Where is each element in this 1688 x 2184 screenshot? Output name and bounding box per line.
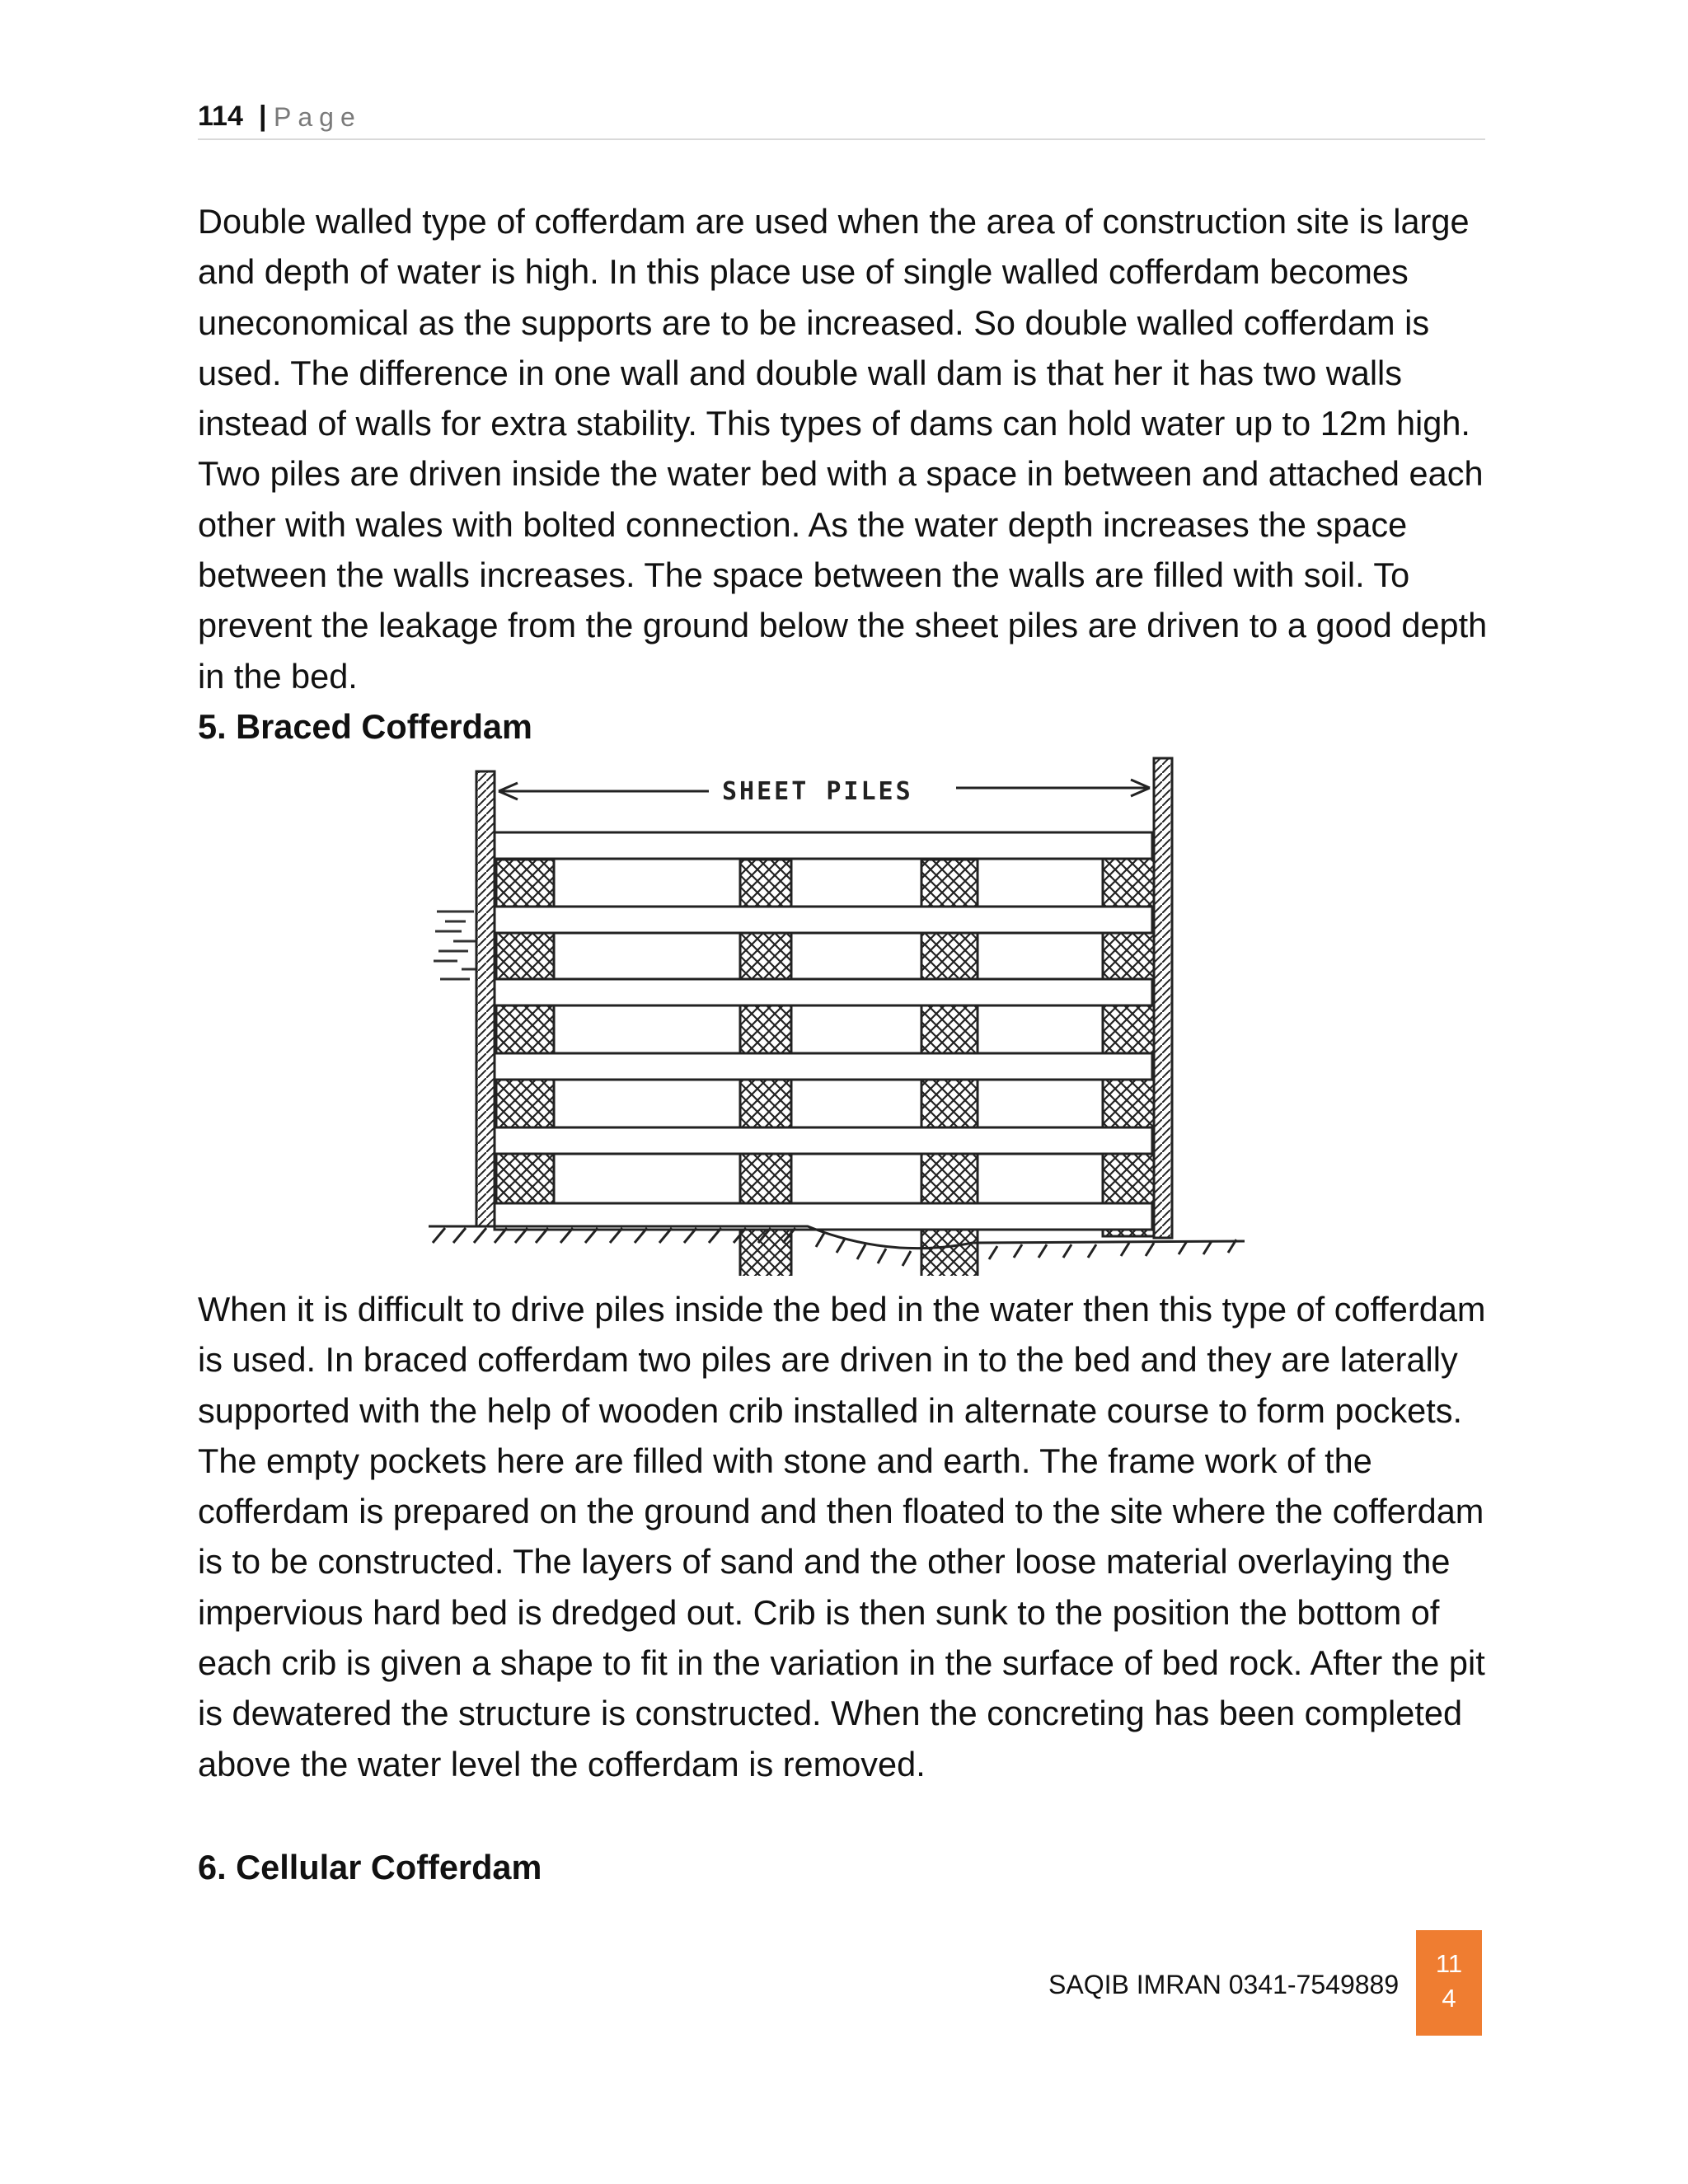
wales — [495, 832, 1152, 1230]
right-sheet-pile — [1154, 758, 1172, 1238]
badge-line-1: 11 — [1435, 1949, 1463, 1978]
water-hatching — [434, 912, 476, 979]
sheet-piles-label: SHEET PILES — [722, 777, 913, 806]
heading-cellular-cofferdam: 6. Cellular Cofferdam — [198, 1848, 542, 1886]
footer-author: SAQIB IMRAN 0341-7549889 — [1048, 1970, 1400, 1999]
page-separator: | — [259, 101, 267, 132]
braced-cofferdam-figure — [429, 748, 1249, 1276]
footer-page-badge — [1416, 1930, 1482, 2036]
paragraph-double-walled: Double walled type of cofferdam are used when the area of construction site is large and depth of water is high. In this place use of single walled cofferdam becomes uneconomical as the supports are to be increased. So double walled cofferdam is used. The difference in one wall and double wall dam is that her it has two walls instead of walls for extra stability. This types of dams can hold water up to 12m high. Two piles are driven inside the water bed with a space in between and attached each other with wales with bolted connection. As the water depth increases the space between the walls increases. The space between the walls are filled with soil. To prevent the leakage from the ground below the sheet piles are driven to a good depth in the bed. — [198, 202, 1488, 696]
page-label: Page — [274, 102, 362, 132]
badge-line-2: 4 — [1442, 1984, 1456, 2013]
page-header — [198, 97, 1485, 140]
paragraph-braced-cofferdam: When it is difficult to drive piles inside the bed in the water then this type of cofferdam is used. In braced cofferdam two piles are driven in to the bed and they are laterally supported with the help of wooden crib installed in alternate course to form pockets. The empty pockets here are filled with stone and earth. The frame work of the cofferdam is prepared on the ground and then floated to the site where the cofferdam is to be constructed. The layers of sand and the other loose material overlaying the impervious hard bed is dredged out. Crib is then sunk to the position the bottom of each crib is given a shape to fit in the variation in the surface of bed rock. After the pit is dewatered the structure is constructed. When the concreting has been completed above the water level the cofferdam is removed. — [198, 1290, 1486, 1783]
left-sheet-pile — [476, 771, 495, 1226]
page-number: 114 — [198, 101, 243, 132]
heading-braced-cofferdam: 5. Braced Cofferdam — [198, 707, 532, 746]
